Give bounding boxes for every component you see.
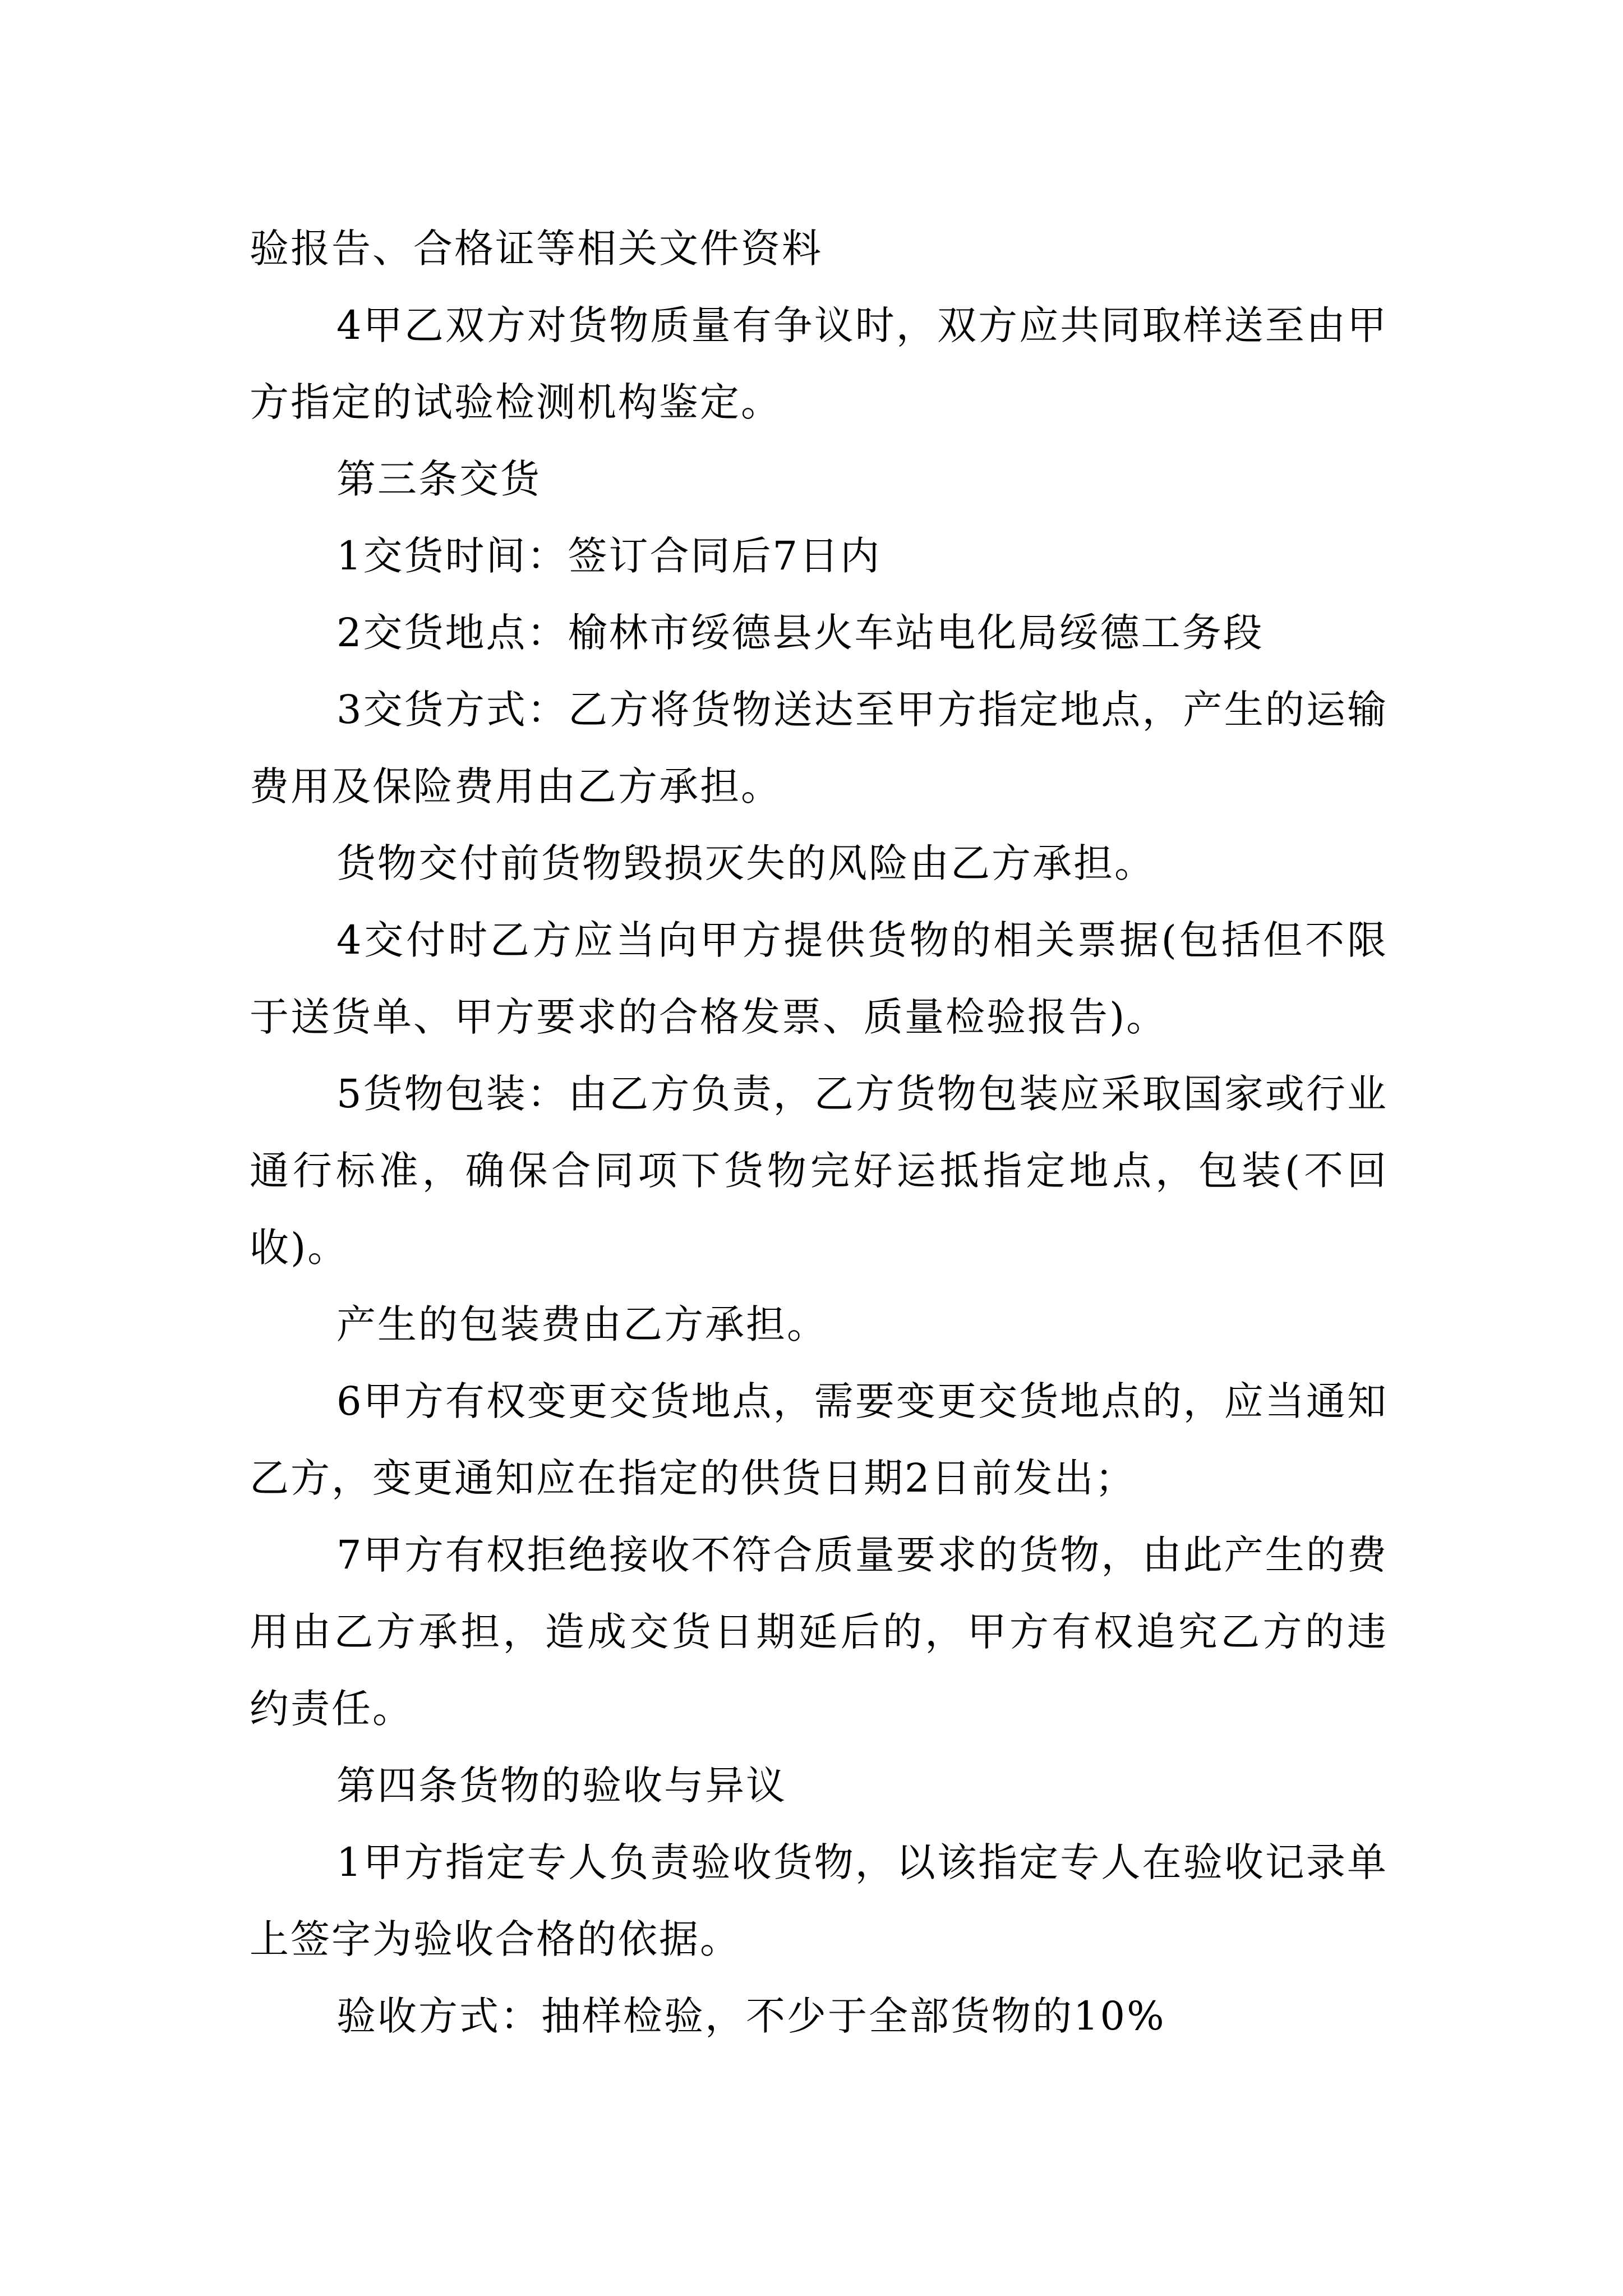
paragraph-delivery-time: 1交货时间：签订合同后7日内	[336, 533, 882, 579]
document-body	[250, 210, 1388, 2055]
section-heading-delivery: 第三条交货	[336, 456, 541, 502]
paragraph-packaging-cost: 产生的包装费由乙方承担。	[336, 1301, 828, 1347]
paragraph-packaging: 5货物包装：由乙方负责，乙方货物包装应采取国家或行业通行标准，确保合同项下货物完好运抵指定地点，包装(不回收)。	[250, 1071, 1388, 1271]
paragraph-delivery-documents: 4交付时乙方应当向甲方提供货物的相关票据(包括但不限于送货单、甲方要求的合格发票、质量检验报告)。	[250, 917, 1388, 1040]
paragraph-risk-of-loss: 货物交付前货物毁损灭失的风险由乙方承担。	[336, 840, 1155, 886]
paragraph-reject-goods: 7甲方有权拒绝接收不符合质量要求的货物，由此产生的费用由乙方承担，造成交货日期延后的，甲方有权追究乙方的违约责任。	[250, 1532, 1388, 1732]
paragraph-quality-dispute: 4甲乙双方对货物质量有争议时，双方应共同取样送至由甲方指定的试验检测机构鉴定。	[250, 302, 1388, 425]
paragraph-acceptance-method: 验收方式：抽样检验，不少于全部货物的10%	[336, 1993, 1166, 2039]
paragraph-change-location: 6甲方有权变更交货地点，需要变更交货地点的，应当通知乙方，变更通知应在指定的供货日期2日前发出；	[250, 1378, 1388, 1501]
paragraph-delivery-location: 2交货地点：榆林市绥德县火车站电化局绥德工务段	[336, 610, 1264, 656]
paragraph-continuation: 验报告、合格证等相关文件资料	[250, 226, 823, 272]
paragraph-acceptance-inspector: 1甲方指定专人负责验收货物，以该指定专人在验收记录单上签字为验收合格的依据。	[250, 1839, 1388, 1962]
section-heading-acceptance: 第四条货物的验收与异议	[336, 1763, 787, 1809]
paragraph-delivery-method: 3交货方式：乙方将货物送达至甲方指定地点，产生的运输费用及保险费用由乙方承担。	[250, 687, 1388, 809]
